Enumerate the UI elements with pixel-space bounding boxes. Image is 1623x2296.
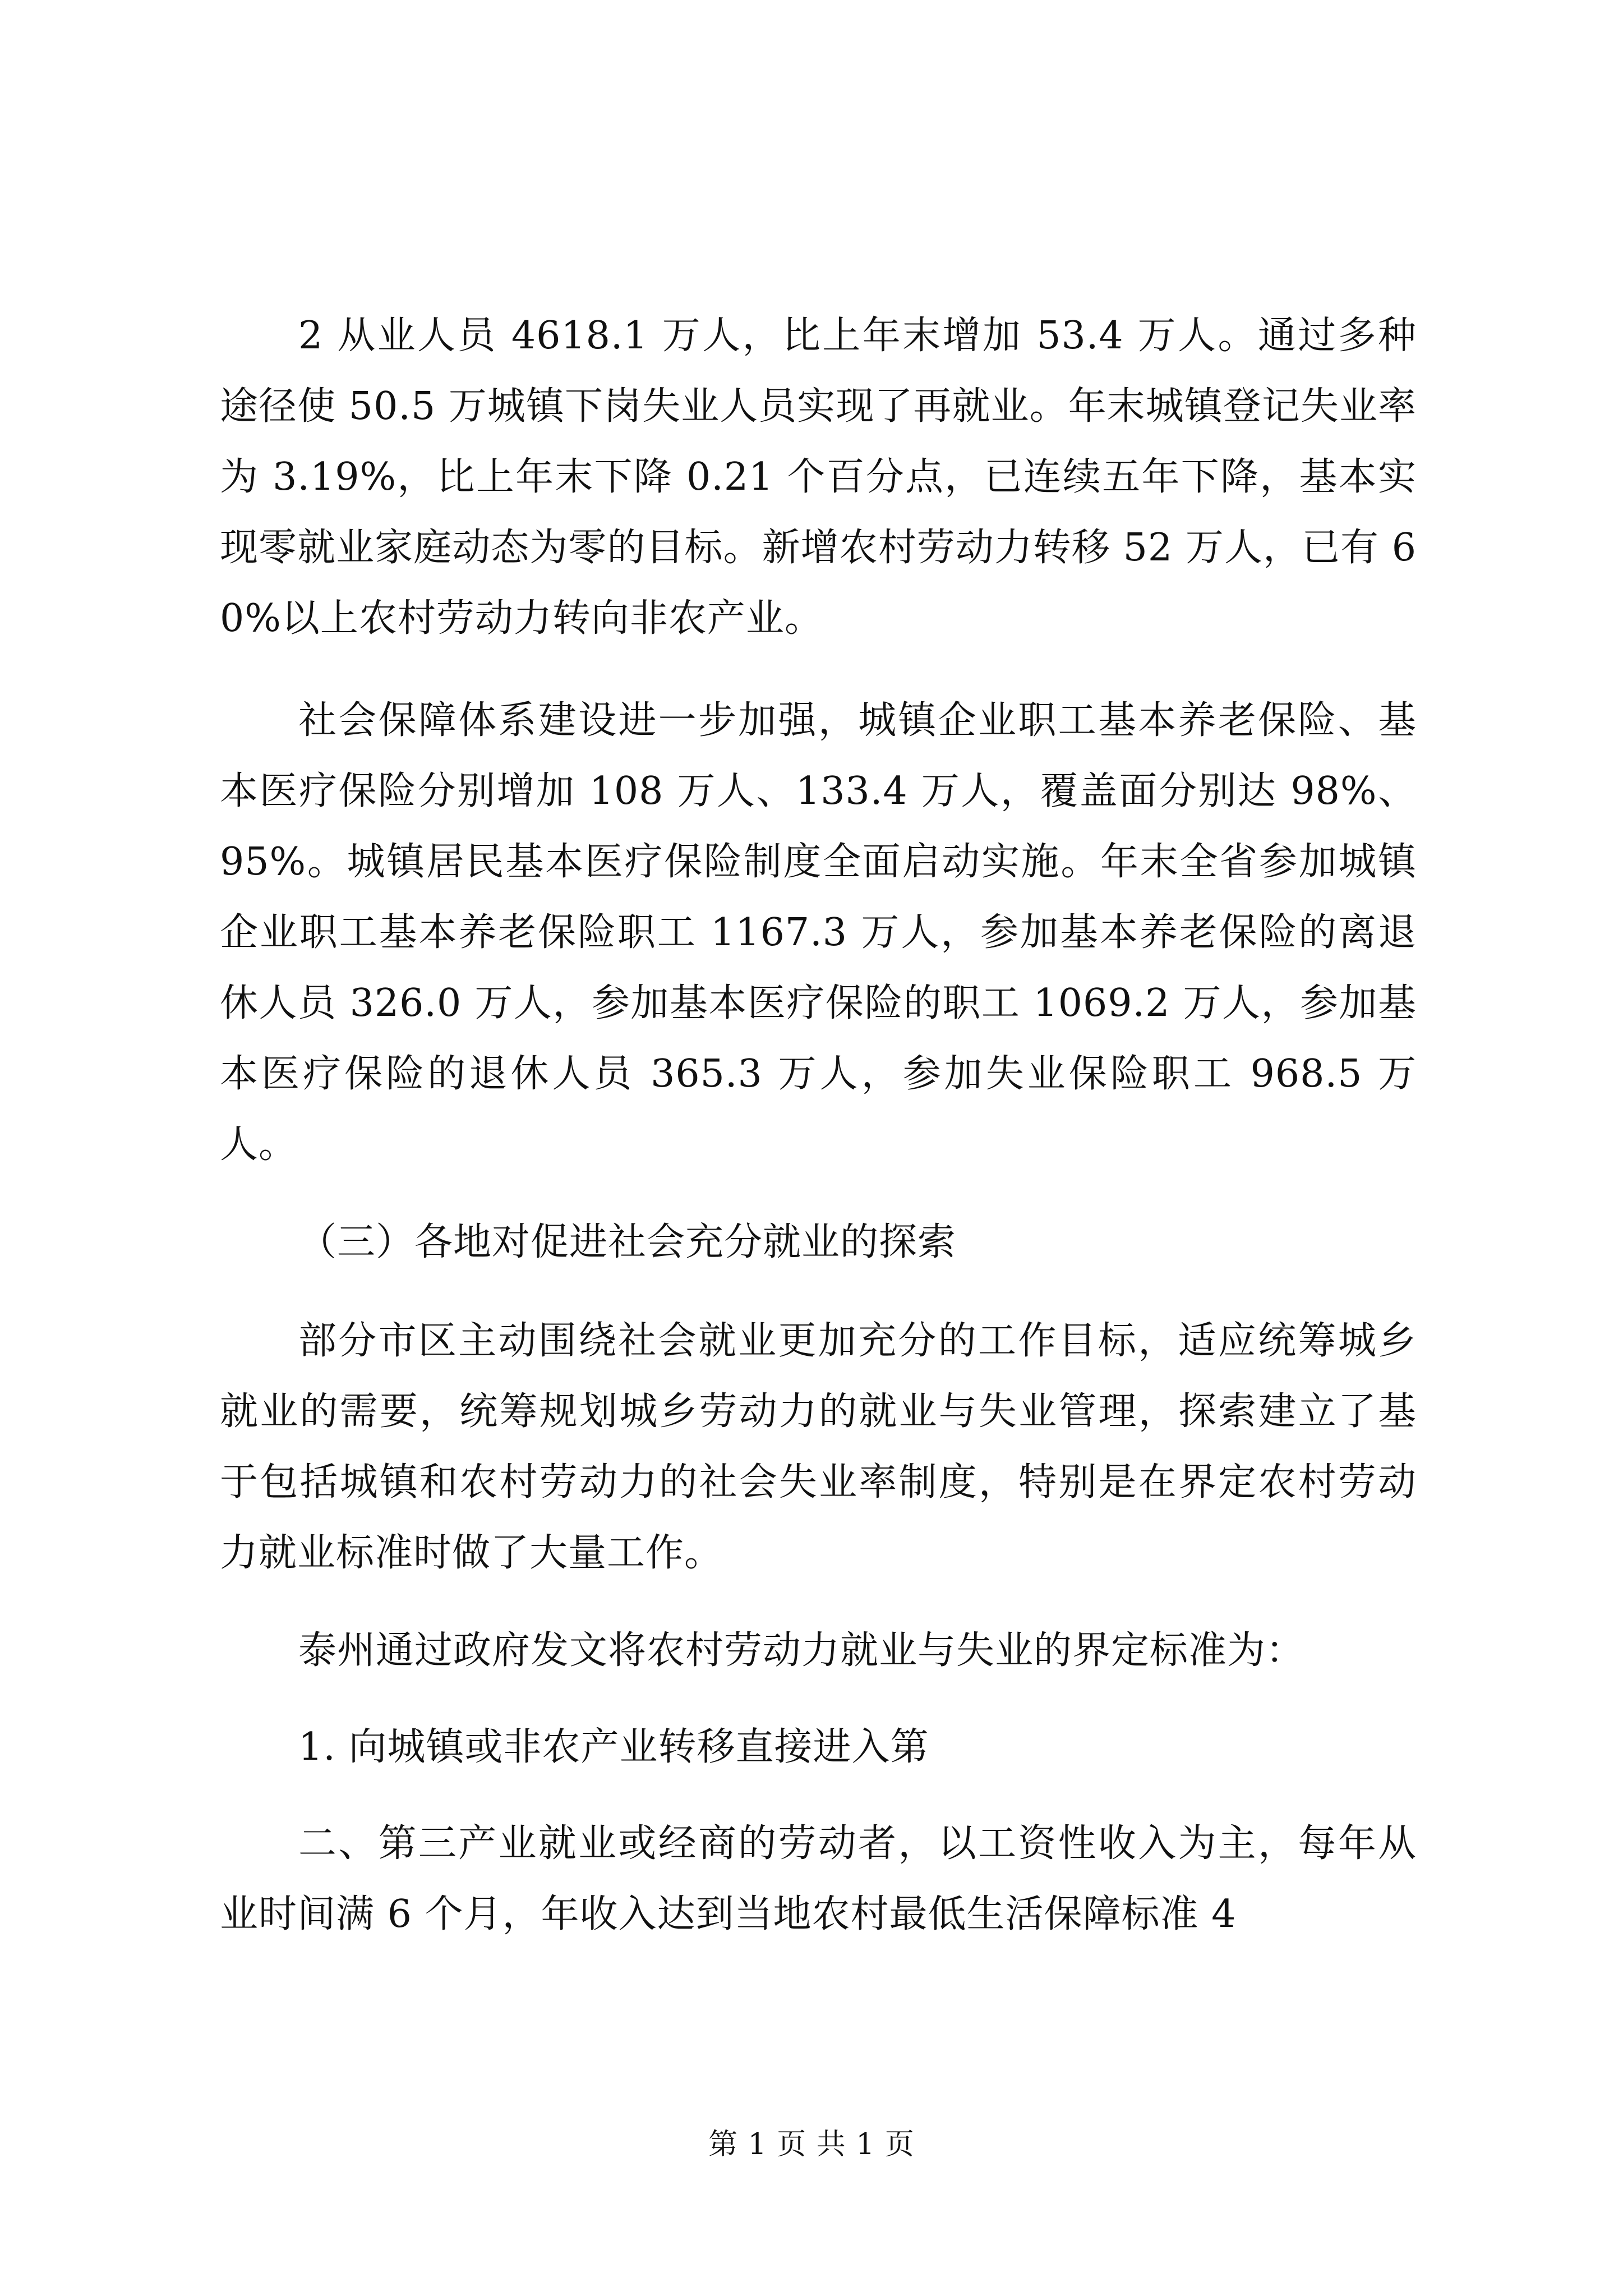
paragraph-taizhou-standard: 泰州通过政府发文将农村劳动力就业与失业的界定标准为：: [298, 1628, 1305, 1673]
paragraph-secondary-tertiary: 二、第三产业就业或经商的劳动者，以工资性收入为主，每年从业时间满 6 个月，年收入达到当地农村最低生活保障标准 4: [220, 1821, 1417, 1936]
paragraph-city-exploration: 部分市区主动围绕社会就业更加充分的工作目标，适应统筹城乡就业的需要，统筹规划城乡劳动力的就业与失业管理，探索建立了基于包括城镇和农村劳动力的社会失业率制度，特别是在界定农村劳动力就业标准时做了大量工作。: [220, 1319, 1417, 1575]
list-item-1: 1. 向城镇或非农产业转移直接进入第: [298, 1725, 929, 1769]
section-heading: （三）各地对促进社会充分就业的探索: [298, 1220, 957, 1264]
paragraph-employment-stats: 2 从业人员 4618.1 万人，比上年末增加 53.4 万人。通过多种途径使 50.5 万城镇下岗失业人员实现了再就业。年末城镇登记失业率为 3.19%，比上年末下降 0.21 个百分点，已连续五年下降，基本实现零就业家庭动态为零的目标。新增农村劳动力转移 52 万人，已有 60%以上农村劳动力转向非农产业。: [220, 314, 1417, 641]
paragraph-social-security: 社会保障体系建设进一步加强，城镇企业职工基本养老保险、基本医疗保险分别增加 108 万人、133.4 万人，覆盖面分别达 98%、95%。城镇居民基本医疗保险制度全面启动实施。年末全省参加城镇企业职工基本养老保险职工 1167.3 万人，参加基本养老保险的离退休人员 326.0 万人，参加基本医疗保险的职工 1069.2 万人，参加基本医疗保险的退休人员 365.3 万人，参加失业保险职工 968.5 万人。: [220, 698, 1417, 1167]
document-body: [220, 301, 1417, 1950]
page-number-footer: 第 1 页 共 1 页: [708, 2128, 915, 2161]
